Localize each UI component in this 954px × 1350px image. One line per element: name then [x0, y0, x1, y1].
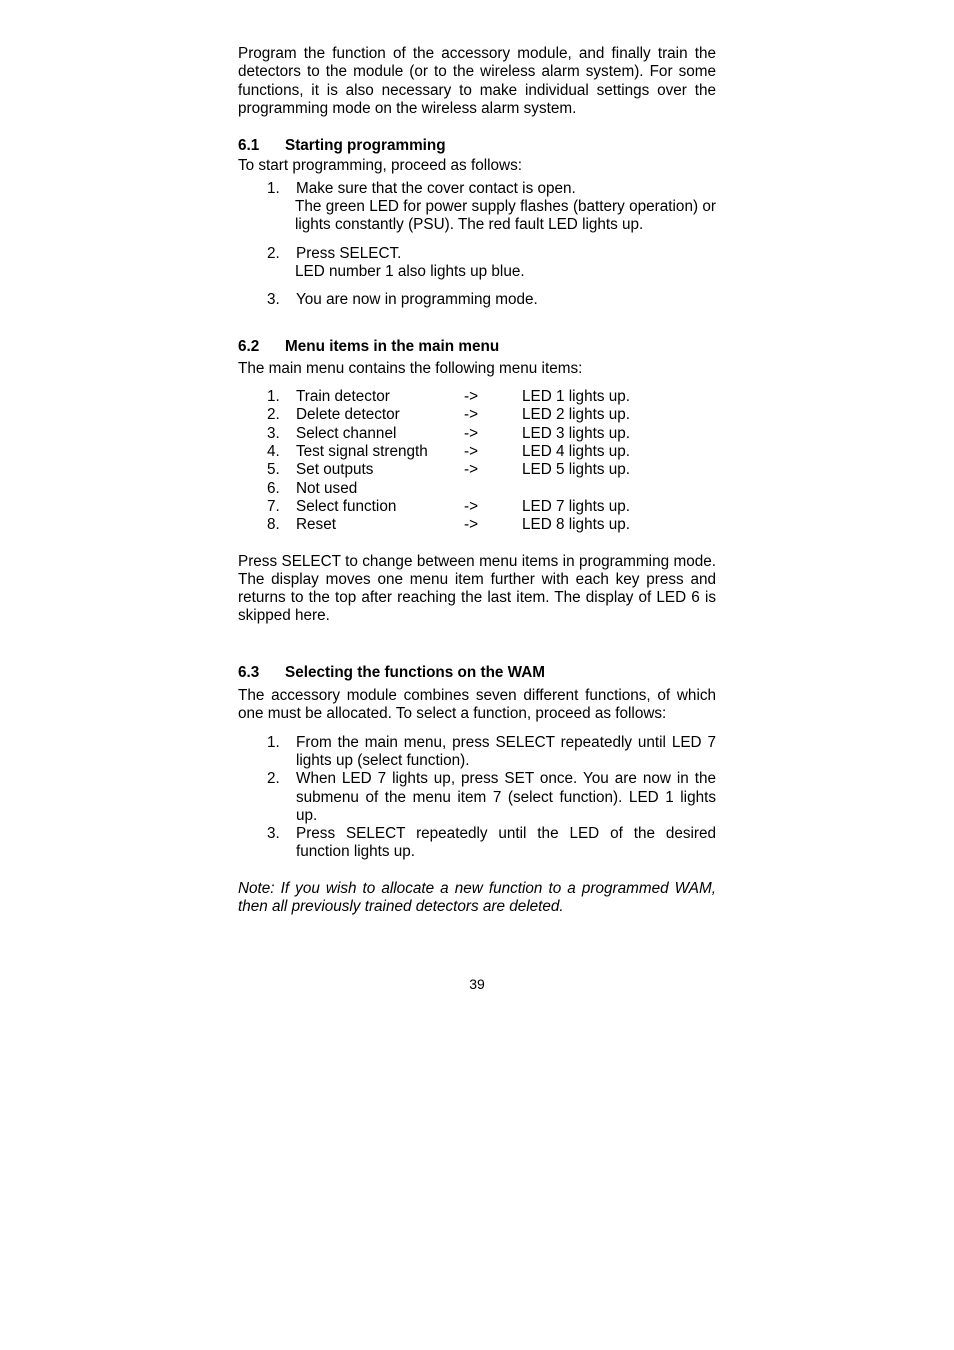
menu-item-row	[238, 498, 716, 516]
step-number: 3.	[267, 291, 280, 309]
menu-item-row	[238, 406, 716, 424]
step-number: 1.	[267, 179, 280, 197]
menu-item-arrow: ->	[464, 461, 479, 479]
list-item	[238, 291, 716, 309]
menu-item-led: LED 8 lights up.	[522, 516, 630, 534]
list-item	[238, 825, 716, 862]
menu-item-arrow: ->	[464, 443, 479, 461]
section-number: 6.3	[238, 663, 260, 681]
menu-item-arrow: ->	[464, 388, 479, 406]
page-number: 39	[469, 976, 485, 992]
list-item	[238, 734, 716, 771]
step-number: 2.	[267, 770, 280, 788]
step-text: Press SELECT repeatedly until the LED of the desired function lights up.	[296, 825, 716, 861]
menu-item-number: 6.	[267, 479, 280, 497]
menu-item-name: Set outputs	[296, 461, 374, 479]
menu-item-arrow: ->	[464, 406, 479, 424]
step-number: 3.	[267, 825, 280, 843]
function-steps-list	[238, 734, 716, 862]
menu-item-name: Train detector	[296, 388, 390, 406]
menu-item-led: LED 7 lights up.	[522, 497, 630, 515]
start-steps-list	[238, 180, 716, 310]
section-lead: To start programming, proceed as follows:	[238, 157, 522, 175]
section-heading-6-3	[238, 664, 716, 682]
menu-item-arrow: ->	[464, 424, 479, 442]
menu-item-name: Test signal strength	[296, 443, 428, 461]
menu-item-led	[522, 480, 716, 498]
menu-item-led: LED 5 lights up.	[522, 461, 630, 479]
section-lead: The main menu contains the following menu items:	[238, 359, 583, 377]
menu-item-arrow: ->	[464, 497, 479, 515]
section-title: Menu items in the main menu	[285, 337, 500, 355]
menu-item-led: LED 1 lights up.	[522, 388, 630, 406]
note-paragraph: Note: If you wish to allocate a new function to a programmed WAM, then all previously trained detectors are deleted.	[238, 879, 716, 915]
menu-item-row	[238, 443, 716, 461]
menu-item-name: Select channel	[296, 424, 397, 442]
menu-item-arrow: ->	[464, 516, 479, 534]
section-heading-6-2	[238, 338, 716, 356]
step-number: 1.	[267, 733, 280, 751]
section-number: 6.1	[238, 137, 260, 155]
section-title: Starting programming	[285, 137, 446, 155]
step-detail: LED number 1 also lights up blue.	[295, 262, 525, 280]
menu-item-number: 3.	[267, 424, 280, 442]
section-number: 6.2	[238, 337, 260, 355]
step-text: Press SELECT.	[296, 244, 402, 262]
step-text: You are now in programming mode.	[296, 291, 538, 309]
page-content	[238, 45, 716, 916]
step-number: 2.	[267, 244, 280, 262]
menu-item-number: 5.	[267, 461, 280, 479]
menu-item-name: Select function	[296, 497, 397, 515]
section-title: Selecting the functions on the WAM	[285, 663, 546, 681]
menu-item-led: LED 3 lights up.	[522, 424, 630, 442]
section-heading-6-1	[238, 137, 716, 155]
step-text: From the main menu, press SELECT repeatedly until LED 7 lights up (select function).	[296, 733, 716, 769]
intro-paragraph: Program the function of the accessory module, and finally train the detectors to the module (or to the wireless alarm system). For some functions, it is also necessary to make individual settings over the programming mode on the wireless alarm system.	[238, 45, 716, 117]
step-detail: The green LED for power supply flashes (battery operation) or lights constantly (PSU). The red fault LED lights up.	[295, 198, 716, 234]
menu-item-number: 7.	[267, 497, 280, 515]
menu-item-row	[238, 388, 716, 406]
menu-item-arrow	[464, 480, 522, 498]
menu-item-name: Reset	[296, 516, 336, 534]
menu-item-row	[238, 461, 716, 479]
menu-items-list	[238, 388, 716, 534]
menu-item-name: Delete detector	[296, 406, 400, 424]
menu-item-row	[238, 425, 716, 443]
menu-item-number: 2.	[267, 406, 280, 424]
list-item	[238, 180, 716, 235]
menu-navigation-paragraph: Press SELECT to change between menu items in programming mode. The display moves one menu item further with each key press and returns to the top after reaching the last item. The display of LED 6 is skipped here.	[238, 552, 716, 625]
menu-item-number: 8.	[267, 516, 280, 534]
menu-item-number: 4.	[267, 443, 280, 461]
menu-item-name: Not used	[296, 479, 358, 497]
menu-item-row	[238, 516, 716, 534]
menu-item-number: 1.	[267, 388, 280, 406]
list-item	[238, 245, 716, 282]
menu-item-row	[238, 480, 716, 498]
section-lead: The accessory module combines seven different functions, of which one must be allocated. To select a function, proceed as follows:	[238, 687, 716, 723]
menu-item-led: LED 4 lights up.	[522, 443, 630, 461]
menu-item-led: LED 2 lights up.	[522, 406, 630, 424]
step-text: Make sure that the cover contact is open.	[296, 179, 576, 197]
list-item	[238, 770, 716, 825]
step-text: When LED 7 lights up, press SET once. You are now in the submenu of the menu item 7 (select function). LED 1 lights up.	[296, 770, 716, 824]
